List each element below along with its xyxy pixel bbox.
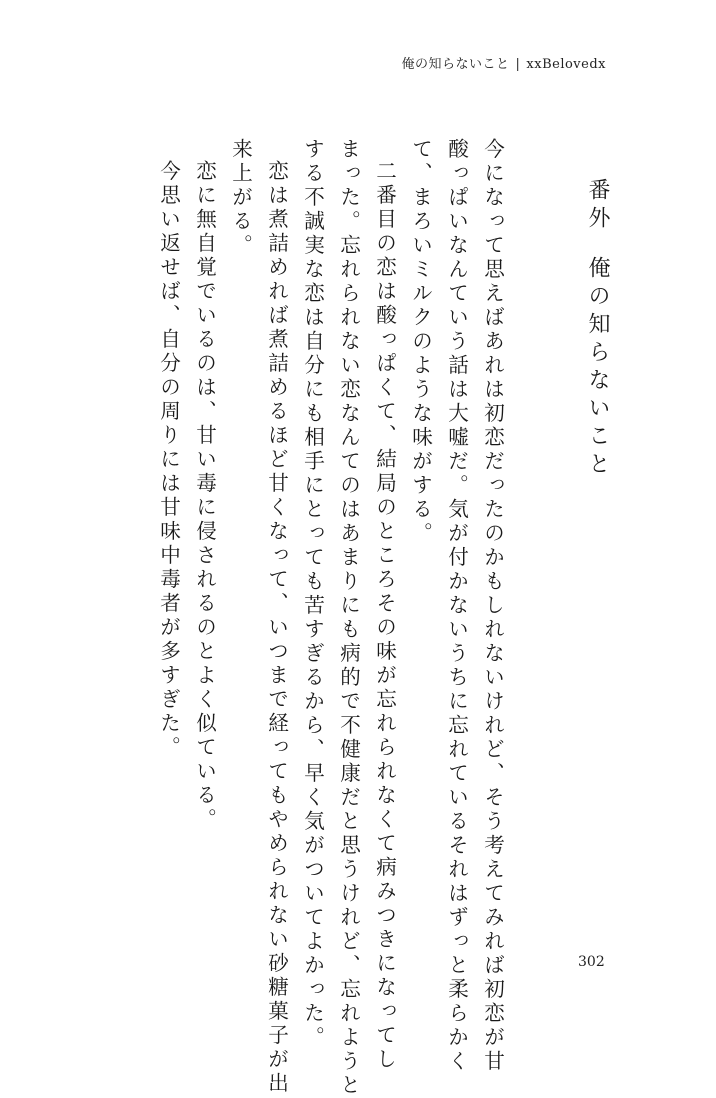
body-line-7: 恋は煮詰めれば煮詰めるほど甘くなって、いつまで経ってもやめられない砂糖菓子が出 xyxy=(264,160,289,1096)
body-line-9: 恋に無自覚でいるのは、甘い毒に侵されるのとよく似ている。 xyxy=(192,160,217,832)
body-line-4: 二番目の恋は酸っぱくて、結局のところその味が忘れられなくて病みつきになってし xyxy=(372,160,397,1072)
body-line-2: 酸っぱいなんていう話は大嘘だ。気が付かないうちに忘れているそれはずっと柔らかく xyxy=(444,138,469,1074)
body-line-3: て、まろいミルクのような味がする。 xyxy=(408,138,433,546)
body-line-5: まった。忘れられない恋なんてのはあまりにも病的で不健康だと思うけれど、忘れようと xyxy=(336,138,361,1098)
header-separator: | xyxy=(515,57,521,72)
chapter-title-prefix: 番外 xyxy=(585,178,610,234)
chapter-title xyxy=(586,178,608,480)
body-line-10: 今思い返せば、自分の周りには甘味中毒者が多すぎた。 xyxy=(156,160,181,760)
body-line-8: 来上がる。 xyxy=(228,138,253,258)
body-line-1: 今になって思えばあれは初恋だったのかもしれないけれど、そう考えてみれば初恋が甘 xyxy=(480,138,505,1074)
running-header xyxy=(402,53,607,72)
page-number: 302 xyxy=(578,954,605,970)
header-author: xxBelovedx xyxy=(526,57,606,72)
header-chapter-title: 俺の知らないこと xyxy=(401,57,510,72)
body-line-6: する不誠実な恋は自分にも相手にとっても苦すぎるから、早く気がついてよかった。 xyxy=(300,138,325,1050)
chapter-title-name: 俺の知らないこと xyxy=(585,256,610,480)
